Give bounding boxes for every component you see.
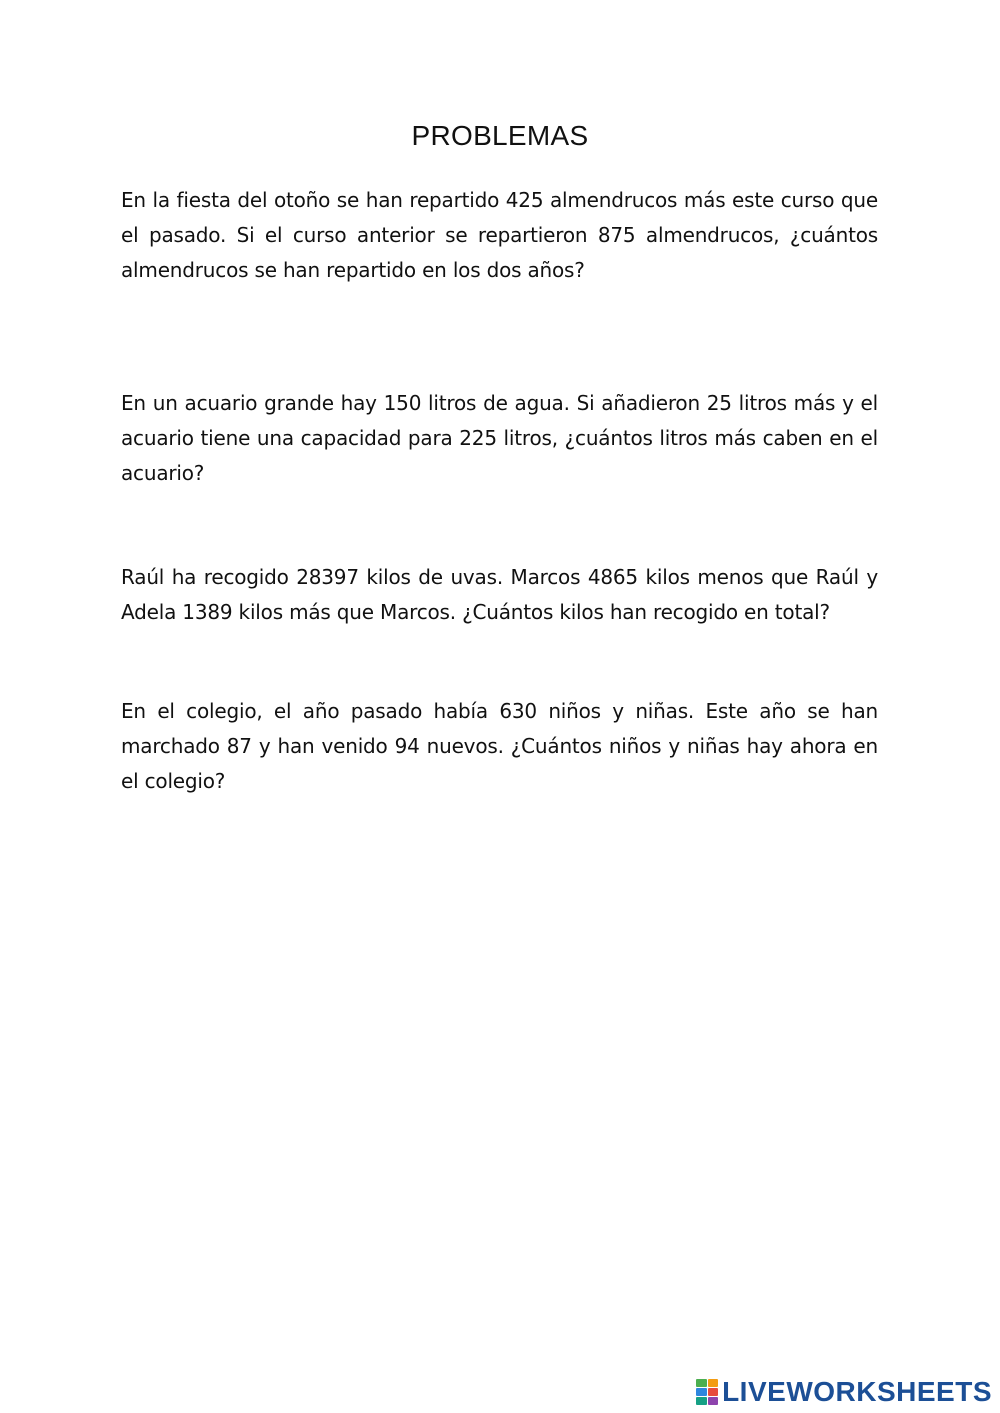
logo-tile-1 bbox=[696, 1379, 707, 1387]
logo-tile-2 bbox=[708, 1379, 719, 1387]
logo-tile-3 bbox=[696, 1388, 707, 1396]
liveworksheets-watermark bbox=[696, 1375, 992, 1409]
page-title: PROBLEMAS bbox=[411, 120, 589, 151]
logo-tile-6 bbox=[708, 1397, 719, 1405]
problem-1: En la fiesta del otoño se han repartido 425 almendrucos más este curso que el pasado. Si el curso anterior se repartieron 875 almendrucos, ¿cuántos almendrucos se han repartido en los dos años? bbox=[121, 188, 878, 282]
problem-2: En un acuario grande hay 150 litros de agua. Si añadieron 25 litros más y el acuario tiene una capacidad para 225 litros, ¿cuántos litros más caben en el acuario? bbox=[121, 391, 878, 485]
watermark-text: LIVEWORKSHEETS bbox=[722, 1376, 992, 1407]
liveworksheets-logo-icon bbox=[696, 1379, 718, 1405]
problem-4: En el colegio, el año pasado había 630 niños y niñas. Este año se han marchado 87 y han venido 94 nuevos. ¿Cuántos niños y niñas hay ahora en el colegio? bbox=[121, 699, 878, 793]
logo-tile-4 bbox=[708, 1388, 719, 1396]
problem-3: Raúl ha recogido 28397 kilos de uvas. Marcos 4865 kilos menos que Raúl y Adela 1389 kilos más que Marcos. ¿Cuántos kilos han recogido en total? bbox=[121, 565, 878, 624]
logo-tile-5 bbox=[696, 1397, 707, 1405]
